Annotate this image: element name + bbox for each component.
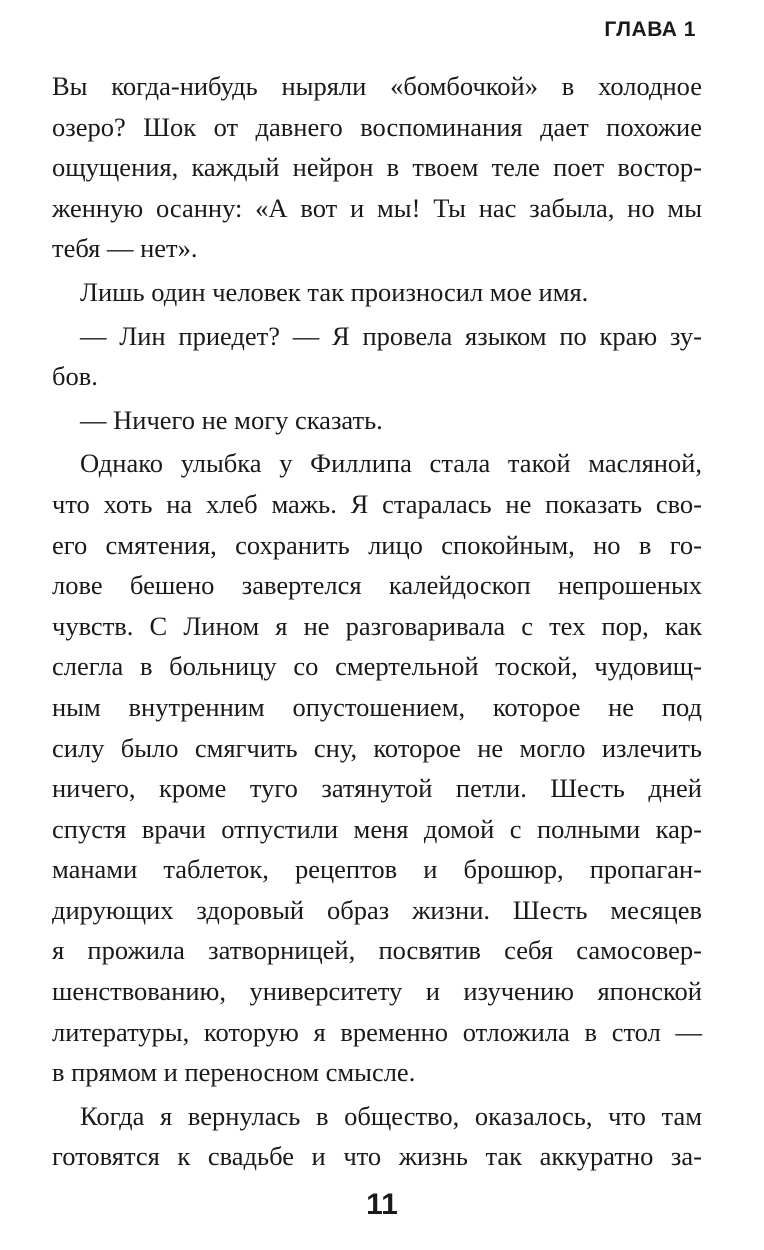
text-line: — Лин приедет? — Я провела языком по краю зу-	[80, 320, 702, 351]
text-line: Лишь один человек так произносил мое имя.	[80, 276, 589, 307]
text-line: бов.	[52, 361, 98, 392]
body-text	[52, 66, 702, 1177]
text-line: готовятся к свадьбе и что жизнь так аккуратно за-	[52, 1141, 702, 1172]
text-line: слегла в больницу со смертельной тоской, чудовищ-	[52, 651, 702, 682]
text-line: литературы, которую я временно отложила в стол —	[52, 1016, 702, 1047]
text-line: дирующих здоровый образ жизни. Шесть месяцев	[52, 894, 702, 925]
text-line: ощущения, каждый нейрон в твоем теле поет востор-	[52, 152, 702, 183]
text-line: женную осанну: «А вот и мы! Ты нас забыла, но мы	[52, 192, 702, 223]
text-line: — Ничего не могу сказать.	[80, 404, 383, 435]
text-line: лове бешено завертелся калейдоскоп непрошеных	[52, 570, 702, 601]
text-line: Однако улыбка у Филлипа стала такой масляной,	[80, 448, 702, 479]
text-line: озеро? Шок от давнего воспоминания дает похожие	[52, 111, 702, 142]
page-number: 11	[366, 1188, 398, 1221]
text-line: силу было смягчить сну, которое не могло излечить	[52, 732, 702, 763]
text-line: что хоть на хлеб мажь. Я старалась не показать сво-	[52, 488, 702, 519]
text-line: манами таблеток, рецептов и брошюр, пропаган-	[52, 854, 702, 885]
text-line: в прямом и переносном смысле.	[52, 1057, 416, 1088]
text-line: тебя — нет».	[52, 233, 198, 264]
text-line: Когда я вернулась в общество, оказалось, что там	[80, 1100, 702, 1131]
text-line: я прожила затворницей, посвятив себя самосовер-	[52, 935, 702, 966]
text-line: его смятения, сохранить лицо спокойным, но в го-	[52, 529, 702, 560]
text-line: ным внутренним опустошением, которое не под	[52, 691, 702, 722]
text-line: ничего, кроме туго затянутой петли. Шесть дней	[52, 773, 702, 804]
chapter-running-head: ГЛАВА 1	[604, 18, 696, 41]
text-line: спустя врачи отпустили меня домой с полными кар-	[52, 813, 702, 844]
text-line: Вы когда-нибудь ныряли «бомбочкой» в холодное	[52, 71, 702, 101]
text-line: шенствованию, университету и изучению японской	[52, 976, 702, 1007]
text-line: чувств. С Лином я не разговаривала с тех пор, как	[52, 610, 702, 641]
